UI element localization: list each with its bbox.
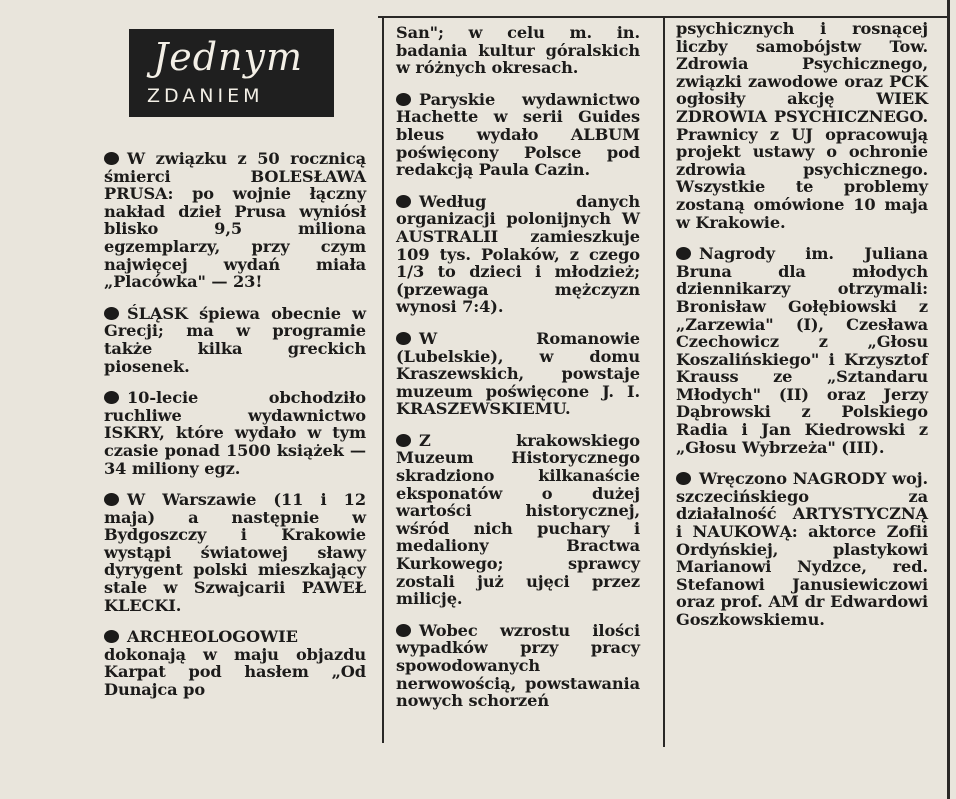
bullet-icon (676, 247, 691, 260)
news-text: Według danych organizacji polonijnych W AUSTRALII zamieszkuje 109 tys. Polaków, z czego 1/3 to dzieci i młodzież; (przewaga mężczyzn wynosi 7:4). (396, 191, 640, 317)
news-item (396, 91, 640, 179)
section-masthead (129, 29, 334, 117)
continued-text: psychicznych i rosnącej liczby samobójstw Tow. Zdrowia Psychicznego, związki zawodowe oraz PCK ogłosiły akcję WIEK ZDROWIA PSYCHICZNEGO. Prawnicy z UJ opracowują projekt ustawy o ochronie zdrowia psychicznego. Wszystkie te problemy zostaną omówione 10 maja w Krakowie. (676, 19, 928, 232)
news-text: Z krakowskiego Muzeum Historycznego skradziono kilkanaście eksponatów o dużej wartości historycznej, wśród nich puchary i medaliony Bractwa Kurkowego; sprawcy zostali już ujęci przez milicję. (396, 430, 640, 609)
news-item (104, 628, 366, 698)
bullet-icon (396, 195, 411, 208)
news-text: Nagrody im. Juliana Bruna dla młodych dziennikarzy otrzymali: Bronisław Gołębiowski z „Zarzewia" (I), Czesława Czechowicz z „Głosu Koszalińskiego" i Krzysztof Krauss ze „Sztandaru Młodych" (II) oraz Jerzy Dąbrowski z Polskiego Radia i Jan Kiedrowski z „Głosu Wybrzeża" (III). (676, 244, 928, 457)
column-divider-2 (663, 16, 665, 747)
bullet-icon (676, 472, 691, 485)
bullet-icon (396, 434, 411, 447)
news-item (396, 330, 640, 418)
masthead-title: Jednym (153, 35, 304, 79)
column-2 (396, 24, 640, 799)
news-text: Wobec wzrostu ilości wypadków przy pracy spowodowanych nerwowością, powstawania nowych schorzeń (396, 620, 640, 711)
bullet-icon (104, 307, 119, 320)
news-text: W Romanowie (Lubelskie), w domu Kraszewskich, powstaje muzeum poświęcone J. I. KRASZEWSKIEMU. (396, 328, 640, 419)
news-item (104, 389, 366, 477)
news-text: W związku z 50 rocznicą śmierci BOLESŁAWA PRUSA: po wojnie łączny nakład dzieł Prusa wyniósł blisko 9,5 miliona egzemplarzy, przy czym najwięcej wydań miała „Placówka" — 23! (104, 149, 366, 292)
masthead-subtitle: ZDANIEM (147, 85, 264, 107)
continued-text: San"; w celu m. in. badania kultur góralskich w różnych okresach. (396, 23, 640, 78)
news-text: ŚLĄSK śpiewa obecnie w Grecji; ma w programie także kilka greckich piosenek. (104, 303, 366, 376)
news-text: Paryskie wydawnictwo Hachette w serii Guides bleus wydało ALBUM poświęcony Polsce pod redakcją Paula Cazin. (396, 89, 640, 180)
news-item (104, 491, 366, 614)
column-1 (104, 150, 366, 799)
news-text: ARCHEOLOGOWIE dokonają w maju objazdu Karpat pod hasłem „Od Dunajca po (104, 627, 366, 700)
news-text: 10-lecie obchodziło ruchliwe wydawnictwo ISKRY, które wydało w tym czasie ponad 1500 książek — 34 miliony egz. (104, 388, 366, 478)
bullet-icon (396, 332, 411, 345)
bullet-icon (396, 93, 411, 106)
news-item (104, 150, 366, 291)
news-text: Wręczono NAGRODY woj. szczecińskiego za działalność ARTYSTYCZNĄ i NAUKOWĄ: aktorce Zofii Ordyńskiej, plastykowi Marianowi Nydzce, red. Stefanowi Janusiewiczowi oraz prof. AM dr Edwardowi Goszkowskiemu. (676, 469, 928, 629)
bullet-icon (104, 493, 119, 506)
column-divider-1 (382, 16, 384, 743)
bullet-icon (396, 624, 411, 637)
top-rule (378, 16, 948, 18)
bullet-icon (104, 391, 119, 404)
news-item (104, 305, 366, 375)
news-item (676, 245, 928, 456)
bullet-icon (104, 630, 119, 643)
column-3 (676, 20, 928, 799)
news-item (396, 193, 640, 316)
news-item (396, 622, 640, 710)
news-item (676, 470, 928, 628)
news-text: W Warszawie (11 i 12 maja) a następnie w Bydgoszczy i Krakowie wystąpi światowej sławy dyrygent polski mieszkający stale w Szwajcarii PAWEŁ KLECKI. (104, 490, 366, 615)
bullet-icon (104, 152, 119, 165)
page-edge-rule (947, 0, 950, 799)
news-item (396, 432, 640, 608)
